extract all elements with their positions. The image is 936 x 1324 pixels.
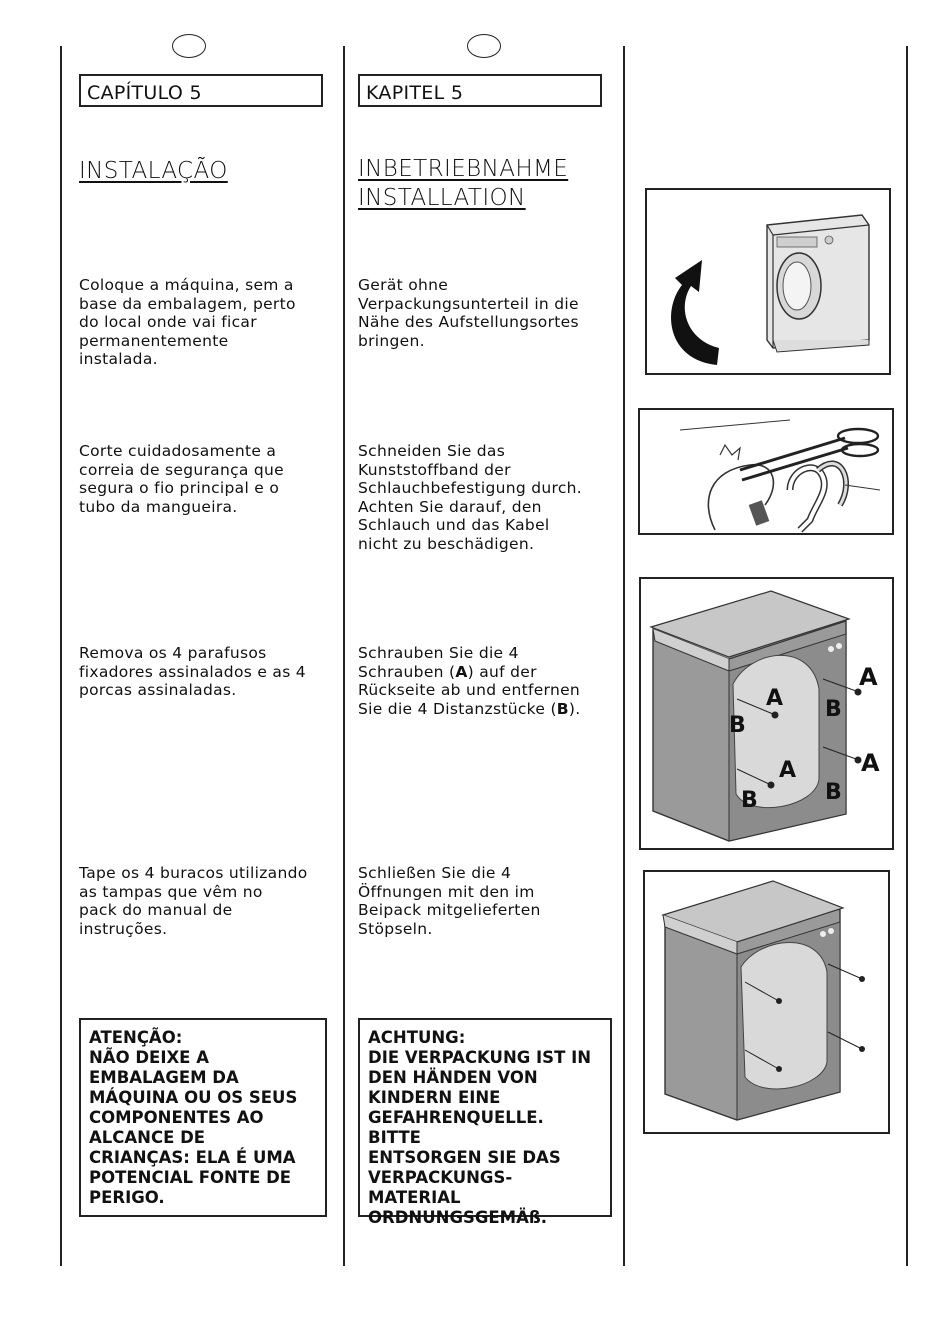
- language-flag-circle-icon: [172, 34, 206, 58]
- step4-text-de: Schließen Sie die 4 Öffnungen mit den im Beipack mitgelieferten Stöpseln.: [358, 864, 541, 938]
- warning-box-pt: ATENÇÃO: NÃO DEIXE A EMBALAGEM DA MÁQUINA OU OS SEUS COMPONENTES AO ALCANCE DE CRIANÇAS: ELA É UMA POTENCIAL FONTE DE PERIGO.: [79, 1018, 327, 1217]
- chapter-heading-de: KAPITEL 5: [358, 74, 602, 107]
- label-a-bottom-left: A: [779, 758, 797, 783]
- step3-text-de: [358, 644, 620, 718]
- section-title-de-2: INSTALLATION: [358, 185, 526, 211]
- chapter-heading-pt: CAPÍTULO 5: [79, 74, 323, 107]
- column-divider-left: [60, 46, 62, 1266]
- step2-text-de: Schneiden Sie das Kunststoffband der Schlauchbefestigung durch. Achten Sie darauf, den Schlauch und das Kabel nicht zu beschädigen.: [358, 442, 583, 553]
- step1-text-de: Gerät ohne Verpackungsunterteil in die Nähe des Aufstellungsortes bringen.: [358, 276, 579, 350]
- label-b-bottom-left: B: [741, 788, 758, 813]
- spacer-label-b: B: [556, 699, 569, 718]
- label-b-bottom-right: B: [825, 780, 842, 805]
- figure-cut-strap: [638, 408, 894, 535]
- figure-remove-screws: [639, 577, 894, 850]
- step3-text-de-part: Schrauben Sie die 4 Schrauben (: [358, 644, 519, 681]
- label-b-top-left: B: [729, 713, 746, 738]
- label-a-bottom-right: A: [861, 749, 880, 777]
- label-a-top-left: A: [766, 686, 784, 711]
- language-flag-circle-icon: [467, 34, 501, 58]
- step1-text-pt: Coloque a máquina, sem a base da embalagem, perto do local onde vai ficar permanentemente instalada.: [79, 276, 296, 368]
- step3-text-de-part: ) auf der Rückseite ab und entfernen Sie die 4 Distanzstücke (: [358, 662, 581, 718]
- curved-arrow-icon: [671, 260, 719, 365]
- column-divider-right: [623, 46, 625, 1266]
- step3-text-de-part: ).: [568, 699, 581, 718]
- scissors-icon: [640, 410, 892, 533]
- washing-machine-icon: [647, 190, 889, 373]
- label-a-top-right: A: [859, 663, 878, 691]
- figure-insert-caps: [643, 870, 890, 1134]
- section-title-de-1: INBETRIEBNAHME: [358, 156, 569, 182]
- label-b-top-right: B: [825, 697, 842, 722]
- step3-text-pt: Remova os 4 parafusos fixadores assinalados e as 4 porcas assinaladas.: [79, 644, 306, 699]
- washing-machine-back-icon: [641, 579, 892, 848]
- washing-machine-back-icon: [645, 872, 888, 1132]
- section-title-pt: INSTALAÇÃO: [79, 158, 228, 184]
- column-divider-edge: [906, 46, 908, 1266]
- screw-label-a: A: [455, 662, 468, 681]
- warning-box-de: ACHTUNG: DIE VERPACKUNG IST IN DEN HÄNDEN VON KINDERN EINE GEFAHRENQUELLE. BITTE ENTSORGEN SIE DAS VERPACKUNGS- MATERIAL ORDNUNGSGEMÄß.: [358, 1018, 612, 1217]
- column-divider-middle: [343, 46, 345, 1266]
- step2-text-pt: Corte cuidadosamente a correia de segurança que segura o fio principal e o tubo da mangueira.: [79, 442, 285, 516]
- figure-unpack-machine: [645, 188, 891, 375]
- step4-text-pt: Tape os 4 buracos utilizando as tampas que vêm no pack do manual de instruções.: [79, 864, 308, 938]
